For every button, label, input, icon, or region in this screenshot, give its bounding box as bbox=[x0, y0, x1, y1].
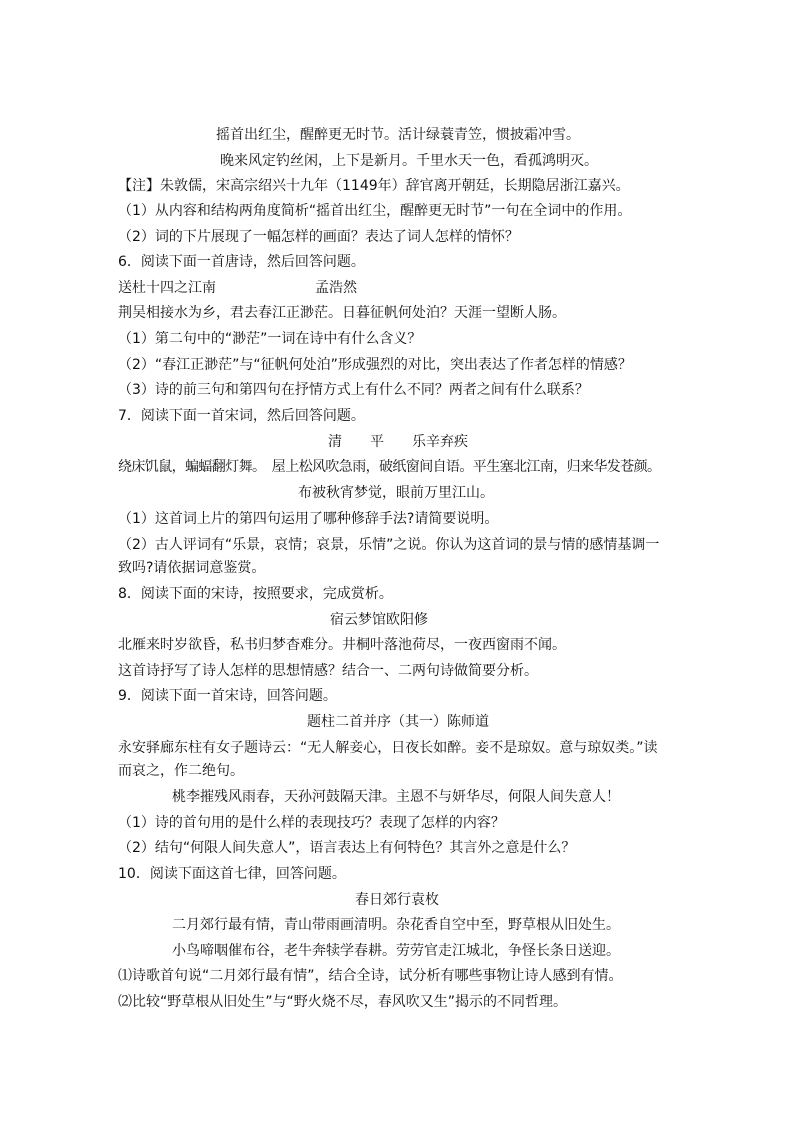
poem-title: 送杜十四之江南 bbox=[118, 280, 216, 296]
poem-line: 绕床饥鼠，蝙蝠翻灯舞。 屋上松风吹急雨，破纸窗间自语。平生塞北江南，归来华发苍颜。 bbox=[118, 459, 661, 475]
question-heading: 6．阅读下面一首唐诗，然后回答问题。 bbox=[118, 254, 365, 270]
question-heading: 7．阅读下面一首宋词，然后回答问题。 bbox=[118, 408, 365, 424]
question-item: （3）诗的前三句和第四句在抒情方式上有什么不同？两者之间有什么联系？ bbox=[118, 382, 589, 398]
poem-line: 北雁来时岁欲昏，私书归梦杳难分。井桐叶落池荷尽，一夜西窗雨不闻。 bbox=[118, 637, 566, 653]
question-heading: 9．阅读下面一首宋诗，回答问题。 bbox=[118, 688, 337, 704]
question-item: （2）古人评词有“乐景，哀情；哀景，乐情”之说。你认为这首词的景与情的感情基调一 bbox=[118, 537, 660, 553]
question-item: （2）结句“何限人间失意人”，语言表达上有何特色？其言外之意是什么？ bbox=[118, 840, 576, 856]
question-item: （1）从内容和结构两角度简析“摇首出红尘，醒醉更无时节”一句在全词中的作用。 bbox=[118, 203, 632, 219]
poem-line: 荆吴相接水为乡，君去春江正渺茫。日暮征帆何处泊？天涯一望断人肠。 bbox=[118, 305, 566, 321]
poem-title: 春日郊行袁枚 bbox=[355, 892, 439, 908]
question-item: （2）词的下片展现了一幅怎样的画面？表达了词人怎样的情怀？ bbox=[118, 229, 519, 245]
question-heading: 8．阅读下面的宋诗，按照要求，完成赏析。 bbox=[118, 586, 393, 602]
poem-line: 晚来风定钓丝闲，上下是新月。千里水天一色，看孤鸿明灭。 bbox=[220, 153, 598, 169]
question-item: （2）“春江正渺茫”与“征帆何处泊”形成强烈的对比，突出表达了作者怎样的情感？ bbox=[118, 357, 632, 373]
poem-title: 题柱二首并序（其一）陈师道 bbox=[307, 714, 489, 730]
question-item: ⑵比较“野草根从旧处生”与“野火烧不尽，春风吹又生”揭示的不同哲理。 bbox=[118, 994, 568, 1010]
poem-line: 布被秋宵梦觉，眼前万里江山。 bbox=[298, 485, 494, 501]
poem-title: 宿云梦馆欧阳修 bbox=[330, 612, 428, 628]
question-item: 致吗?请依据词意鉴赏。 bbox=[118, 560, 266, 576]
poem-line: 摇首出红尘，醒醉更无时节。活计绿蓑青笠，惯披霜冲雪。 bbox=[216, 127, 580, 143]
question-item: （1）这首词上片的第四句运用了哪种修辞手法?请简要说明。 bbox=[118, 511, 499, 527]
question-item: 这首诗抒写了诗人怎样的思想情感？结合一、二两句诗做简要分析。 bbox=[118, 663, 538, 679]
question-item: ⑴诗歌首句说“二月郊行最有情”，结合全诗，试分析有哪些事物让诗人感到有情。 bbox=[118, 968, 623, 984]
question-heading: 10．阅读下面这首七律，回答问题。 bbox=[118, 866, 346, 882]
question-item: （1）诗的首句用的是什么样的表现技巧？表现了怎样的内容？ bbox=[118, 815, 505, 831]
question-item: （1）第二句中的“渺茫”一词在诗中有什么含义？ bbox=[118, 331, 422, 347]
poem-preface: 永安驿廊东柱有女子题诗云：“无人解妾心，日夜长如醉。妾不是琼奴。意与琼奴类。”读 bbox=[118, 740, 658, 756]
poem-author: 孟浩然 bbox=[315, 280, 357, 296]
poem-title: 清 平 乐辛弃疾 bbox=[328, 434, 468, 450]
poem-preface: 而哀之，作二绝句。 bbox=[118, 763, 244, 779]
poem-line: 小鸟啼咽催布谷，老牛奔犊学春耕。劳劳官走江城北，争怪长条日送迎。 bbox=[172, 943, 620, 959]
poem-line: 桃李摧残风雨春，天孙河鼓隔天津。主恩不与妍华尽，何限人间失意人！ bbox=[172, 789, 620, 805]
poem-line: 二月郊行最有情，青山带雨画清明。杂花香自空中至，野草根从旧处生。 bbox=[172, 917, 620, 933]
annotation-note: 【注】朱敦儒，宋高宗绍兴十九年（1149年）辞官离开朝廷，长期隐居浙江嘉兴。 bbox=[118, 178, 630, 194]
